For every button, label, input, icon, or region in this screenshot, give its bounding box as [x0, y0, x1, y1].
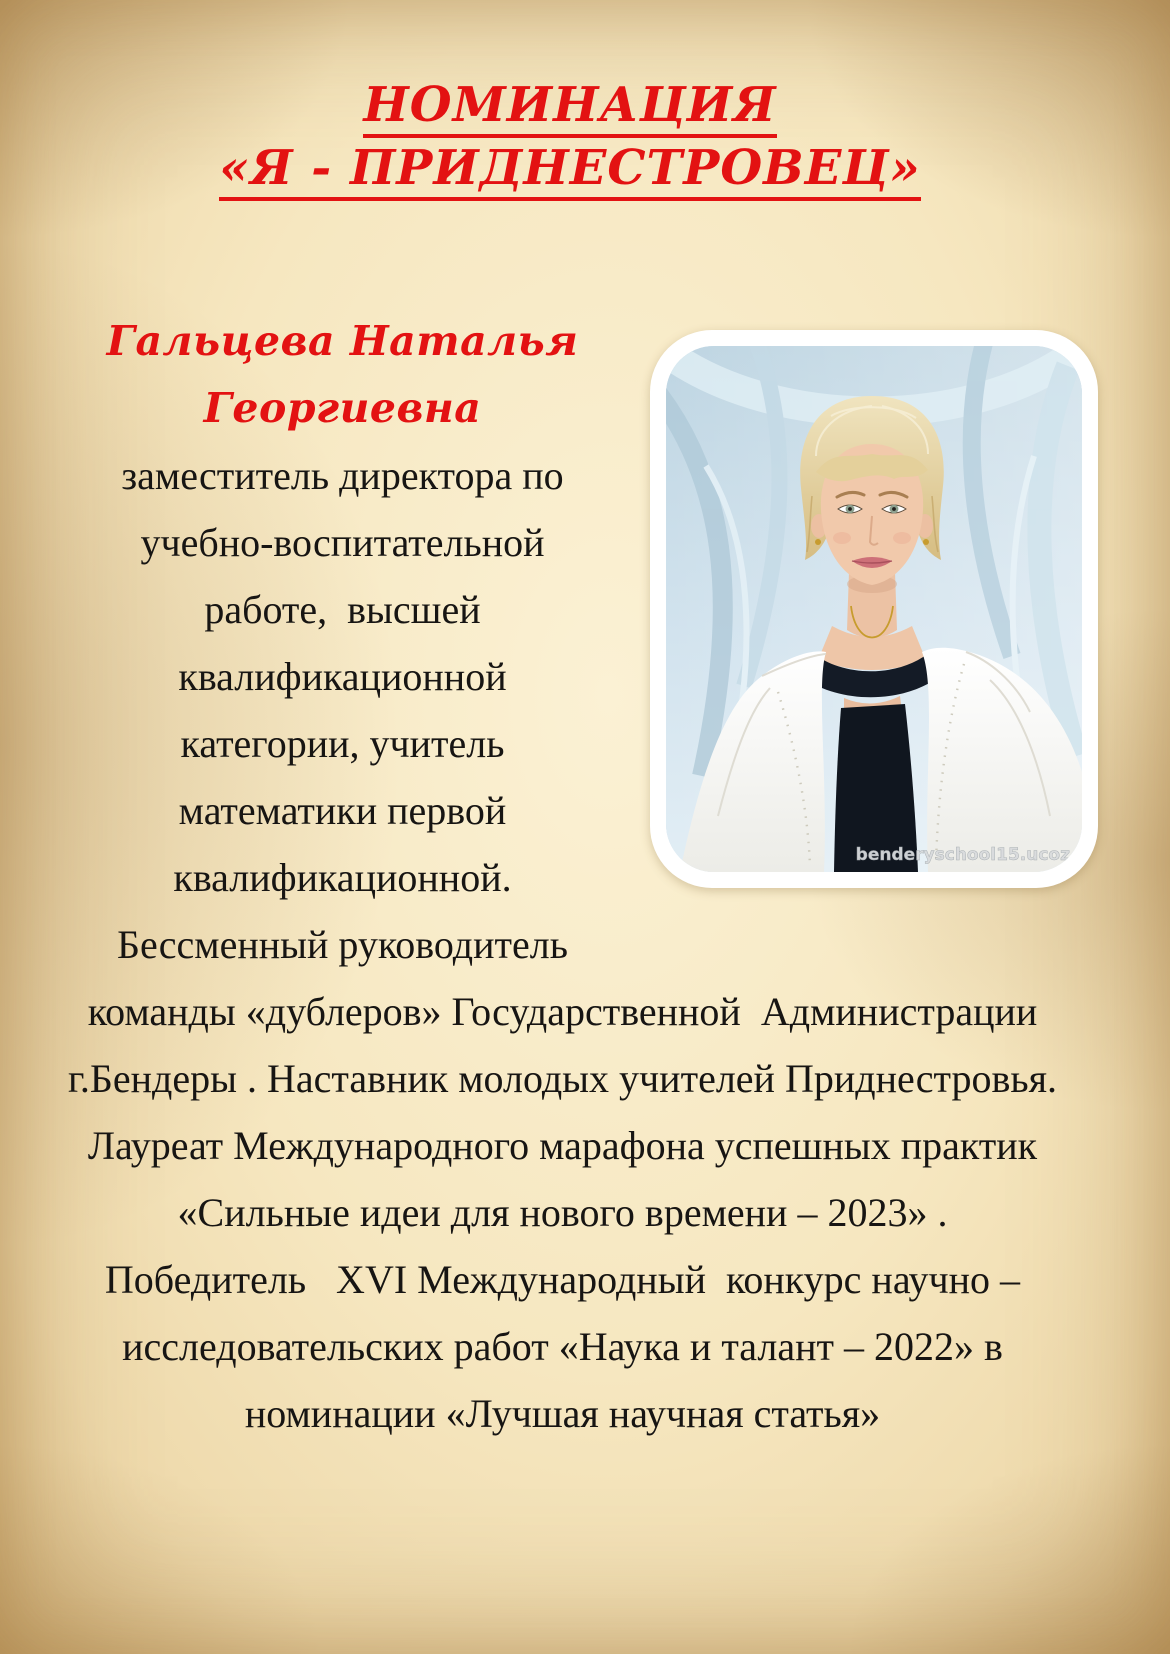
- blush-right: [893, 532, 911, 544]
- bio-wide-line: «Сильные идеи для нового времени – 2023» .: [177, 1190, 948, 1235]
- bio-line: математики первой: [178, 788, 507, 833]
- bio-line: квалификационной: [178, 654, 507, 699]
- photo-watermark: benderyschool15.ucoz: [855, 845, 1070, 865]
- bio-line: учебно-воспитательной: [140, 520, 545, 565]
- bio-wide-line: исследовательских работ «Наука и талант – 2022» в: [122, 1324, 1003, 1369]
- bio-wide-line: Победитель XVI Международный конкурс научно –: [104, 1257, 1021, 1302]
- title-line-1: НОМИНАЦИЯ: [0, 74, 1140, 137]
- bio-line: работе, высшей: [204, 587, 481, 632]
- bio-line: Бессменный руководитель: [117, 922, 568, 967]
- bio-left-column: [45, 308, 640, 978]
- earring-right: [923, 539, 929, 545]
- title-line-2: «Я - ПРИДНЕСТРОВЕЦ»: [0, 137, 1140, 200]
- page-title: [0, 74, 1140, 200]
- bio-wide-line: г.Бендеры . Наставник молодых учителей Приднестровья.: [67, 1056, 1057, 1101]
- portrait-photo: [666, 346, 1082, 872]
- bio-line: заместитель директора по: [121, 453, 564, 498]
- portrait-photo-frame: [650, 330, 1098, 888]
- bio-wide-line: Лауреат Международного марафона успешных практик: [87, 1123, 1038, 1168]
- person-name-line-1: Гальцева Наталья: [106, 317, 579, 365]
- earring-left: [815, 539, 821, 545]
- bio-wide-column: [25, 978, 1100, 1447]
- bio-line: квалификационной.: [173, 855, 512, 900]
- person-name-line-2: Георгиевна: [203, 384, 482, 432]
- bio-wide-line: номинации «Лучшая научная статья»: [244, 1391, 881, 1436]
- bio-wide-line: команды «дублеров» Государственной Администрации: [87, 989, 1038, 1034]
- blush-left: [833, 532, 851, 544]
- portrait-photo-art: [666, 346, 1082, 872]
- bio-line: категории, учитель: [180, 721, 505, 766]
